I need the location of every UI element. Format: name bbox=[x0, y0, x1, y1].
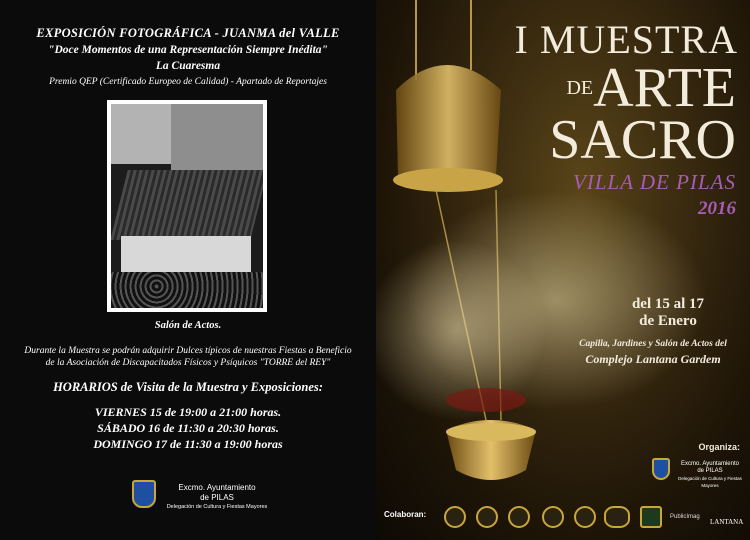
left-org-name-2: de PILAS bbox=[200, 493, 234, 502]
sponsor-logo-1-icon bbox=[444, 506, 466, 528]
exhibition-theme: La Cuaresma bbox=[155, 60, 221, 72]
sponsor-lantana: LANTANA bbox=[710, 518, 744, 526]
award-text: Premio QEP (Certificado Europeo de Calidad) - Apartado de Reportajes bbox=[49, 77, 327, 87]
title-muestra bbox=[515, 16, 738, 63]
hours-saturday: SÁBADO 16 de 11:30 a 20:30 horas. bbox=[97, 421, 279, 435]
sponsor-logo-4-icon bbox=[542, 506, 564, 528]
event-year: 2016 bbox=[698, 198, 736, 219]
exhibition-subtitle: "Doce Momentos de una Representación Siempre Inédita" bbox=[48, 44, 328, 56]
right-organizer-block bbox=[672, 461, 748, 489]
sponsor-logo-2-icon bbox=[476, 506, 498, 528]
photo-caption: Salón de Actos. bbox=[154, 320, 222, 331]
colaboran-label: Colaboran: bbox=[384, 510, 427, 519]
villa-de-pilas: VILLA DE PILAS bbox=[573, 170, 736, 194]
event-dates bbox=[598, 296, 738, 330]
title-word-de: DE bbox=[566, 77, 594, 99]
sponsor-logo-5-icon bbox=[574, 506, 596, 528]
venue-line-2: Complejo Lantana Gardem bbox=[585, 352, 721, 366]
note-line-2: de la Asociación de Discapacitados Físicos y Psíquicos "TORRE del REY" bbox=[45, 358, 331, 368]
event-dates-line-1: del 15 al 17 bbox=[631, 296, 705, 312]
hours-friday: VIERNES 15 de 19:00 a 21:00 horas. bbox=[94, 405, 282, 419]
title-arte bbox=[566, 57, 736, 119]
poster-panel bbox=[376, 0, 750, 540]
venue-line-1: Capilla, Jardines y Salón de Actos del bbox=[579, 339, 727, 349]
town-crest-icon bbox=[132, 480, 156, 508]
left-org-dept: Delegación de Cultura y Fiestas Mayores bbox=[166, 504, 268, 510]
sponsor-logo-6-icon bbox=[604, 506, 630, 528]
title-numeral: I bbox=[514, 17, 529, 62]
left-organizer-block bbox=[162, 483, 272, 512]
exhibition-photo bbox=[107, 100, 267, 312]
right-town-crest-icon bbox=[652, 458, 670, 480]
sponsor-logo-7-icon bbox=[640, 506, 662, 528]
title-word-muestra: MUESTRA bbox=[539, 17, 738, 62]
sponsor-publicimag: PublicImag bbox=[670, 514, 700, 520]
event-dates-line-2: de Enero bbox=[639, 313, 697, 329]
right-org-name-2: de PILAS bbox=[697, 468, 723, 474]
title-word-arte: ARTE bbox=[593, 57, 736, 119]
note-line-1: Durante la Muestra se podrán adquirir Dulces típicos de nuestras Fiestas a Beneficio bbox=[24, 346, 352, 356]
title-sacro: SACRO bbox=[549, 109, 736, 171]
left-org-name-1: Excmo. Ayuntamiento bbox=[178, 483, 256, 492]
hours-heading: HORARIOS de Visita de la Muestra y Exposiciones: bbox=[53, 380, 323, 394]
hours-sunday: DOMINGO 17 de 11:30 a 19:00 horas bbox=[93, 437, 283, 451]
organiza-label: Organiza: bbox=[698, 442, 740, 452]
right-org-dept: Delegación de Cultura y Fiestas Mayores bbox=[678, 476, 742, 488]
sponsor-logo-3-icon bbox=[508, 506, 530, 528]
right-org-name-1: Excmo. Ayuntamiento bbox=[681, 461, 739, 467]
exhibition-title: EXPOSICIÓN FOTOGRÁFICA - JUANMA del VALLE bbox=[36, 26, 340, 40]
